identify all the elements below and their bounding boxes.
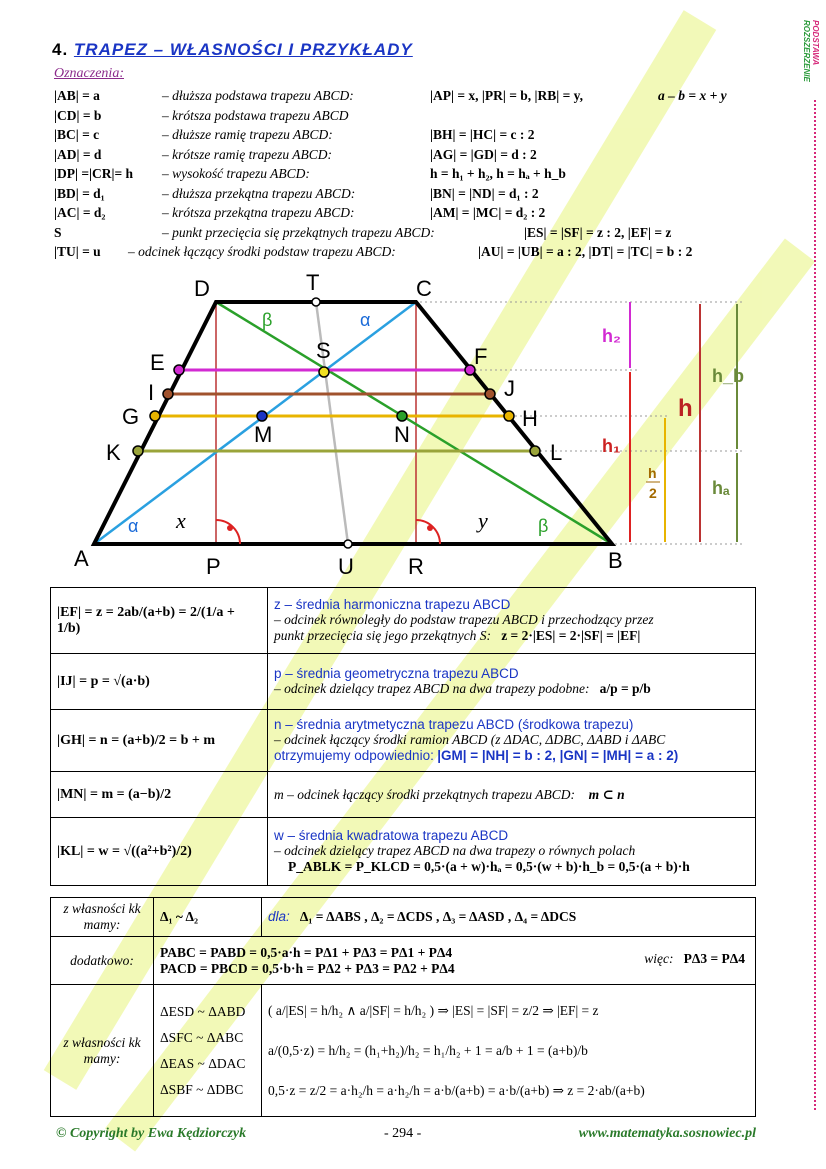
label-R: R <box>408 554 424 579</box>
label-half-2: 2 <box>649 485 657 501</box>
similarity-cell: Δ₁ ~ Δ₂ <box>154 898 262 937</box>
page-title: 4. TRAPEZ – WŁASNOŚCI I PRZYKŁADY <box>52 40 413 59</box>
angle-alpha: α <box>360 310 371 330</box>
label-G: G <box>122 404 140 429</box>
label-E: E <box>150 350 165 375</box>
properties-table <box>50 897 756 1117</box>
similarity-list: ΔESD ~ ΔABD ΔSFC ~ ΔABC ΔEAS ~ ΔDAC ΔSBF ~ ΔDBC <box>154 985 262 1117</box>
label-U: U <box>338 554 354 579</box>
footer <box>56 1126 756 1142</box>
formula-cell: |GH| = n = (a+b)/2 = b + m <box>51 710 268 772</box>
label-N: N <box>394 422 410 447</box>
copyright: © Copyright by Ewa Kędziorczyk <box>56 1126 247 1141</box>
segment-y: y <box>478 508 488 533</box>
label-B: B <box>608 548 623 573</box>
label-S: S <box>316 338 331 363</box>
table-row <box>51 937 756 985</box>
means-table <box>50 587 756 886</box>
desc-cell: p – średnia geometryczna trapezu ABCD – odcinek dzielący trapez ABCD na dwa trapezy podobne: a/p = p/b <box>268 654 756 710</box>
table-row <box>51 985 756 1117</box>
label-C: C <box>416 276 432 301</box>
segment-x: x <box>176 508 186 533</box>
label-J: J <box>504 376 515 401</box>
formula-cell: |IJ| = p = √(a·b) <box>51 654 268 710</box>
formula-cell: |KL| = w = √((a²+b²)/2) <box>51 818 268 886</box>
detail-cell: dla: Δ₁ = ΔABS , Δ₂ = ΔCDS , Δ₃ = ΔASD , Δ₄ = ΔDCS <box>262 898 756 937</box>
label-hb: h_b <box>712 366 745 386</box>
trapezoid-diagram <box>60 262 760 580</box>
label-ha: hₐ <box>712 478 730 498</box>
side-dotted-line <box>814 100 816 1110</box>
desc-cell: z – średnia harmoniczna trapezu ABCD – odcinek równoległy do podstaw trapezu ABCD i przechodzący przez punkt przecięcia się jego przekątnych S: z = 2·|ES| = 2·|SF| = |EF| <box>268 588 756 654</box>
angle-alpha: α <box>128 516 139 536</box>
label-H: H <box>522 406 538 431</box>
label-I: I <box>148 380 155 405</box>
row-label: dodatkowo: <box>51 937 154 985</box>
row-label: z własności kk mamy: <box>51 985 154 1117</box>
website-link[interactable]: www.matematyka.sosnowiec.pl <box>578 1126 756 1141</box>
row-label: z własności kk mamy: <box>51 898 154 937</box>
side-labels: PODSTAWA ROZSZERZENIE <box>802 20 820 82</box>
desc-cell: m – odcinek łączący środki przekątnych trapezu ABCD: m ⊂ n <box>268 772 756 818</box>
label-A: A <box>74 546 89 571</box>
derivation-cell: ( a/|ES| = h/h₂ ∧ a/|SF| = h/h₂ ) ⇒ |ES| = |SF| = z/2 ⇒ |EF| = z a/(0,5·z) = h/h₂ = (h₁+h₂)/h₂ = h₁/h₂ + 1 = a/b + 1 = (a+b)/b 0,5·z = z/2 = a·h₂/h = a·h₂/h = a·b/(a+b) = a·b/(a+b) ⇒ z = 2·ab/(a+b) <box>262 985 756 1117</box>
label-half-h: h <box>648 465 657 481</box>
table-row <box>51 898 756 937</box>
desc-cell: w – średnia kwadratowa trapezu ABCD – odcinek dzielący trapez ABCD na dwa trapezy o równych polach P_ABLK = P_KLCD = 0,5·(a + w)·hₐ = 0,5·(w + b)·h_b = 0,5·(a + b)·h <box>268 818 756 886</box>
label-L: L <box>550 440 563 465</box>
angle-beta: β <box>262 310 273 330</box>
label-T: T <box>306 270 320 295</box>
notation-label: Oznaczenia: <box>54 66 124 81</box>
label-F: F <box>474 344 488 369</box>
table-row <box>51 654 756 710</box>
angle-beta: β <box>538 516 549 536</box>
label-K: K <box>106 440 121 465</box>
formula-cell: |EF| = z = 2ab/(a+b) = 2/(1/a + 1/b) <box>51 588 268 654</box>
formula-cell: |MN| = m = (a−b)/2 <box>51 772 268 818</box>
table-row <box>51 588 756 654</box>
label-P: P <box>206 554 221 579</box>
table-row <box>51 710 756 772</box>
detail-cell: PABC = PABD = 0,5·a·h = PΔ1 + PΔ3 = PΔ1 + PΔ4 PACD = PBCD = 0,5·b·h = PΔ2 + PΔ3 = PΔ2 + PΔ4 więc: PΔ3 = PΔ4 <box>154 937 756 985</box>
label-h: h <box>678 395 693 422</box>
label-h2: h₂ <box>602 326 621 346</box>
label-h1: h₁ <box>602 436 621 456</box>
page-number: - 294 - <box>384 1126 422 1141</box>
desc-cell: n – średnia arytmetyczna trapezu ABCD (środkowa trapezu) – odcinek łączący środki ramion ABCD (z ΔDAC, ΔDBC, ΔABD i ΔABC otrzymujemy odpowiednio: |GM| = |NH| = b : 2, |GN| = |MH| = a : 2) <box>268 710 756 772</box>
table-row <box>51 818 756 886</box>
label-M: M <box>254 422 273 447</box>
label-D: D <box>194 276 210 301</box>
table-row <box>51 772 756 818</box>
